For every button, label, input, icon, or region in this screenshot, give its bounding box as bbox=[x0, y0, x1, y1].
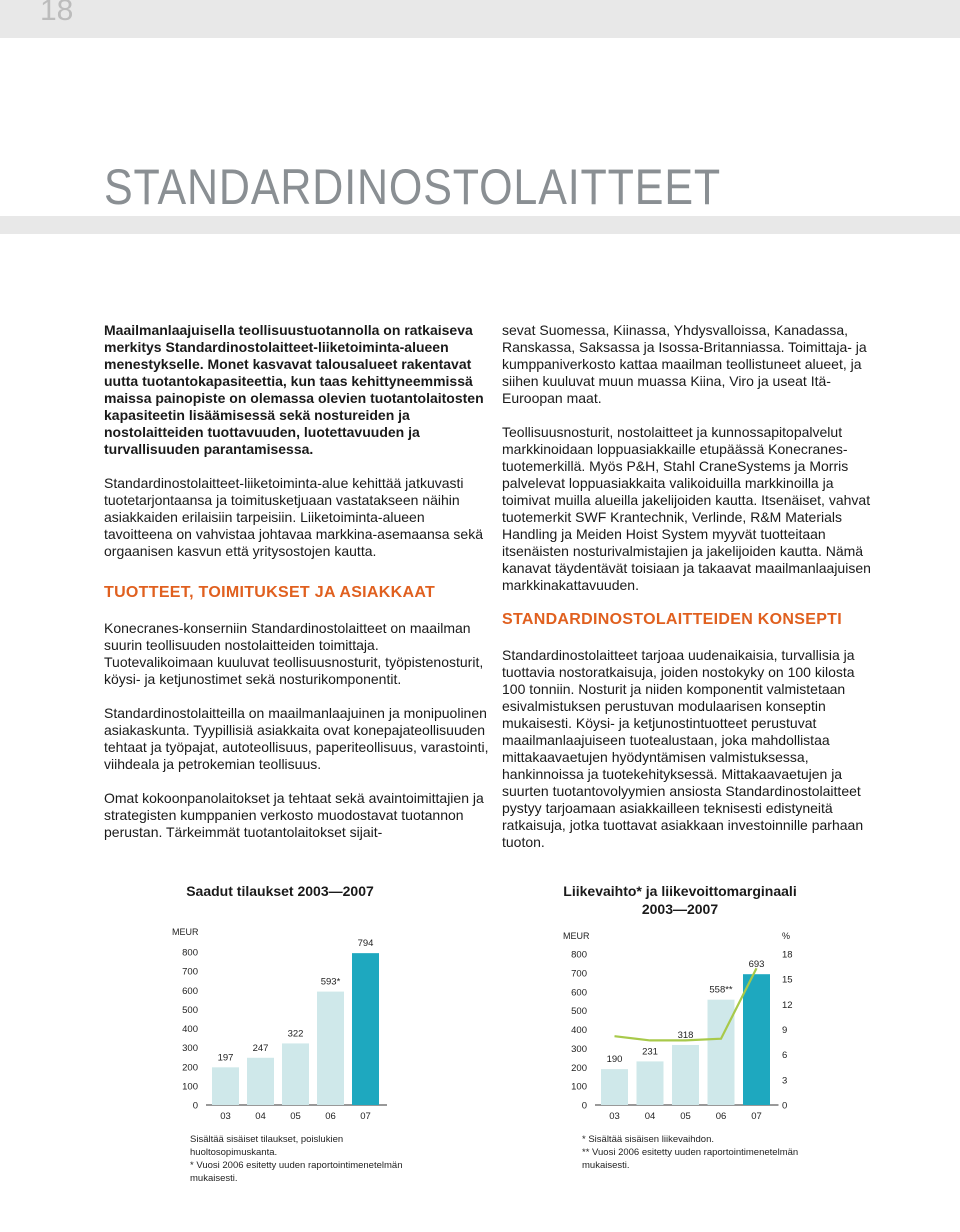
paragraph: sevat Suomessa, Kiinassa, Yhdysvalloissa, Kanadassa, Ranskassa, Saksassa ja Isossa-Britanniassa. Toimittaja- ja kumppaniverkosto kattaa maailman teollistuneet alueet, ja siihen kuuluvat muun muassa Kiina, Viro ja useat Itä-Euroopan maat. bbox=[502, 322, 867, 406]
y-tick-label: 300 bbox=[571, 1043, 587, 1055]
bar bbox=[637, 1061, 664, 1105]
y-tick-label: 0 bbox=[581, 1100, 587, 1112]
bar bbox=[212, 1067, 239, 1105]
y-tick-label: 300 bbox=[182, 1043, 198, 1055]
page-title: STANDARDINOSTOLAITTEET bbox=[104, 159, 722, 215]
paragraph: Standardinostolaitteet-liiketoiminta-alue kehittää jatkuvasti tuotetarjontaansa ja toimitusketjuaan vastatakseen näihin asiakkaiden erilaisiin tarpeisiin. Liiketoiminta-alueen tavoitteena on vahvistaa johtavaa markkina-asemaansa sekä orgaanisen kasvun että yritysostojen kautta. bbox=[104, 475, 483, 559]
header-band bbox=[0, 0, 960, 38]
x-tick-label: 04 bbox=[644, 1111, 656, 1122]
x-tick-label: 04 bbox=[255, 1111, 266, 1122]
paragraph: Standardinostolaitteet tarjoaa uudenaikaisia, turvallisia ja tuottavia nostoratkaisuja, joiden nostokyky on 100 kilosta 100 tonniin. Nosturit ja niiden komponentit valmistetaan esivalmistuksen perustuvan modulaarisen konseptin mukaisesti. Köysi- ja ketjunostintuotteet perustuvat maailmanlaajuiseen tuotealustaan, joka mahdollistaa mittakaavaetujen hyödyntämisen valmistuksessa, hankinnoissa ja tuotekehityksessä. Mittakaavaetujen ja suurten tuotantovolyymien ansiosta Standardinostolaitteet pystyy tarjoamaan asiakkailleen teknisesti edistyneitä ratkaisuja, jotka tuottavat asiakkaan investoinnille parhaan tuoton. bbox=[502, 647, 864, 850]
x-tick-label: 06 bbox=[715, 1111, 727, 1122]
bar bbox=[282, 1043, 309, 1105]
paragraph: Teollisuusnosturit, nostolaitteet ja kunnossapitopalvelut markkinoidaan loppuasiakkaille etupäässä Konecranes-tuotemerkillä. Myös P&H, Stahl CraneSystems ja Morris palvelevat loppuasiakkaita valikoiduilla markkinoilla ja toimivat muilla alueilla jakelijoiden kautta. Itsenäiset, vahvat tuotemerkit SWF Krantechnik, Verlinde, R&M Materials Handling ja Meiden Hoist System myyvät tuotteitaan itsenäisten nosturivalmistajien ja jakelijoiden kautta. Nämä kanavat täydentävät toisiaan ja takaavat maailmanlaajuisen markkinakattavuuden. bbox=[502, 424, 871, 593]
y-right-tick-label: 6 bbox=[782, 1050, 788, 1062]
y-right-tick-label: 12 bbox=[782, 999, 793, 1011]
data-label: 693 bbox=[748, 959, 765, 971]
x-tick-label: 07 bbox=[751, 1111, 762, 1122]
x-tick-label: 05 bbox=[680, 1111, 691, 1122]
data-label: 794 bbox=[357, 938, 374, 950]
y-tick-label: 100 bbox=[571, 1081, 587, 1093]
y-tick-label: 500 bbox=[571, 1006, 587, 1018]
lead-paragraph: Maailmanlaajuisella teollisuustuotannolla on ratkaiseva merkitys Standardinostolaitteet-liiketoiminta-alueen menestykselle. Monet kasvavat talousalueet rakentavat uutta tuotantokapasiteettia, kun taas kehittyneemmissä maissa painopiste on olemassa olevien tuotantolaitosten kapasiteetin lisäämisessä sekä nostureiden ja nostolaitteiden tuottavuuden, luotettavuuden ja turvallisuuden parantamisessa. bbox=[104, 322, 484, 457]
bar bbox=[672, 1045, 699, 1105]
chart-note: * Sisältää sisäisen liikevaihdon. bbox=[582, 1134, 715, 1145]
y-right-tick-label: 18 bbox=[782, 949, 793, 961]
y-tick-label: 600 bbox=[182, 985, 198, 997]
y-right-tick-label: 0 bbox=[782, 1100, 788, 1112]
left-column bbox=[104, 322, 490, 858]
x-tick-label: 07 bbox=[360, 1111, 371, 1122]
bar bbox=[601, 1069, 628, 1105]
bar bbox=[743, 974, 770, 1105]
section-heading: STANDARDINOSTOLAITTEIDEN KONSEPTI bbox=[502, 611, 842, 628]
y-right-tick-label: 15 bbox=[782, 974, 793, 986]
data-label: 558** bbox=[709, 984, 733, 996]
data-label: 231 bbox=[642, 1046, 658, 1058]
paragraph: Standardinostolaitteilla on maailmanlaajuinen ja monipuolinen asiakaskunta. Tyypillisiä asiakkaita ovat konepajateollisuuden tehtaat ja työpajat, autoteollisuus, paperiteollisuus, varastointi, viihdeala ja petrokemian teollisuus. bbox=[104, 705, 489, 772]
x-tick-label: 03 bbox=[220, 1111, 231, 1122]
chart-title-orders: Saadut tilaukset 2003—2007 bbox=[186, 883, 374, 899]
chart-note: * Vuosi 2006 esitetty uuden raportointimenetelmän mukaisesti. bbox=[190, 1160, 403, 1184]
y-tick-label: 200 bbox=[182, 1062, 198, 1074]
chart-title-revenue: Liikevaihto* ja liikevoittomarginaali 2003—2007 bbox=[563, 883, 797, 917]
y-tick-label: 0 bbox=[192, 1100, 198, 1112]
axis-unit-label: MEUR bbox=[172, 927, 199, 937]
bar bbox=[317, 992, 344, 1105]
data-label: 318 bbox=[677, 1029, 694, 1041]
bar bbox=[352, 953, 379, 1105]
title-band bbox=[0, 216, 960, 234]
data-label: 593* bbox=[320, 976, 341, 988]
y-tick-label: 600 bbox=[571, 987, 587, 999]
y-tick-label: 800 bbox=[571, 949, 587, 961]
right-column bbox=[502, 322, 878, 868]
x-tick-label: 03 bbox=[609, 1111, 620, 1122]
section-heading: TUOTTEET, TOIMITUKSET JA ASIAKKAAT bbox=[104, 584, 436, 601]
y-tick-label: 200 bbox=[571, 1062, 587, 1074]
revenue-chart bbox=[555, 925, 815, 1128]
y-tick-label: 500 bbox=[182, 1004, 198, 1016]
paragraph: Konecranes-konserniin Standardinostolaitteet on maailman suurin teollisuuden nostolaitteiden toimittaja. Tuotevalikoimaan kuuluvat teollisuusnosturit, työpistenosturit, köysi- ja ketjunostimet sekä nosturikomponentit. bbox=[104, 620, 484, 687]
y-tick-label: 400 bbox=[571, 1025, 587, 1036]
y-tick-label: 700 bbox=[571, 968, 587, 980]
x-tick-label: 05 bbox=[290, 1111, 301, 1122]
page-number: 18 bbox=[40, 0, 74, 27]
data-label: 247 bbox=[252, 1042, 269, 1054]
axis-unit-label: MEUR bbox=[563, 931, 590, 941]
y-tick-label: 800 bbox=[182, 947, 198, 959]
chart-note: ** Vuosi 2006 esitetty uuden raportointimenetelmän mukaisesti. bbox=[582, 1147, 799, 1171]
bar bbox=[247, 1058, 274, 1105]
data-label: 322 bbox=[287, 1028, 304, 1040]
bar bbox=[708, 1000, 735, 1105]
y-tick-label: 100 bbox=[182, 1081, 198, 1093]
y-right-tick-label: 9 bbox=[782, 1025, 788, 1036]
data-label: 190 bbox=[606, 1054, 623, 1066]
chart-note: Sisältää sisäiset tilaukset, poislukien huoltosopimuskanta. bbox=[190, 1134, 344, 1158]
data-label: 197 bbox=[217, 1052, 234, 1064]
paragraph: Omat kokoonpanolaitokset ja tehtaat sekä avaintoimittajien ja strategisten kumppanien verkosto muodostavat tuotannon perustan. Tärkeimmät tuotantolaitokset sijait- bbox=[104, 790, 484, 840]
orders-chart bbox=[160, 918, 420, 1128]
x-tick-label: 06 bbox=[325, 1111, 336, 1122]
y-tick-label: 400 bbox=[182, 1024, 198, 1035]
axis-unit-label-right: % bbox=[782, 931, 791, 941]
y-right-tick-label: 3 bbox=[782, 1075, 788, 1087]
y-tick-label: 700 bbox=[182, 966, 198, 978]
